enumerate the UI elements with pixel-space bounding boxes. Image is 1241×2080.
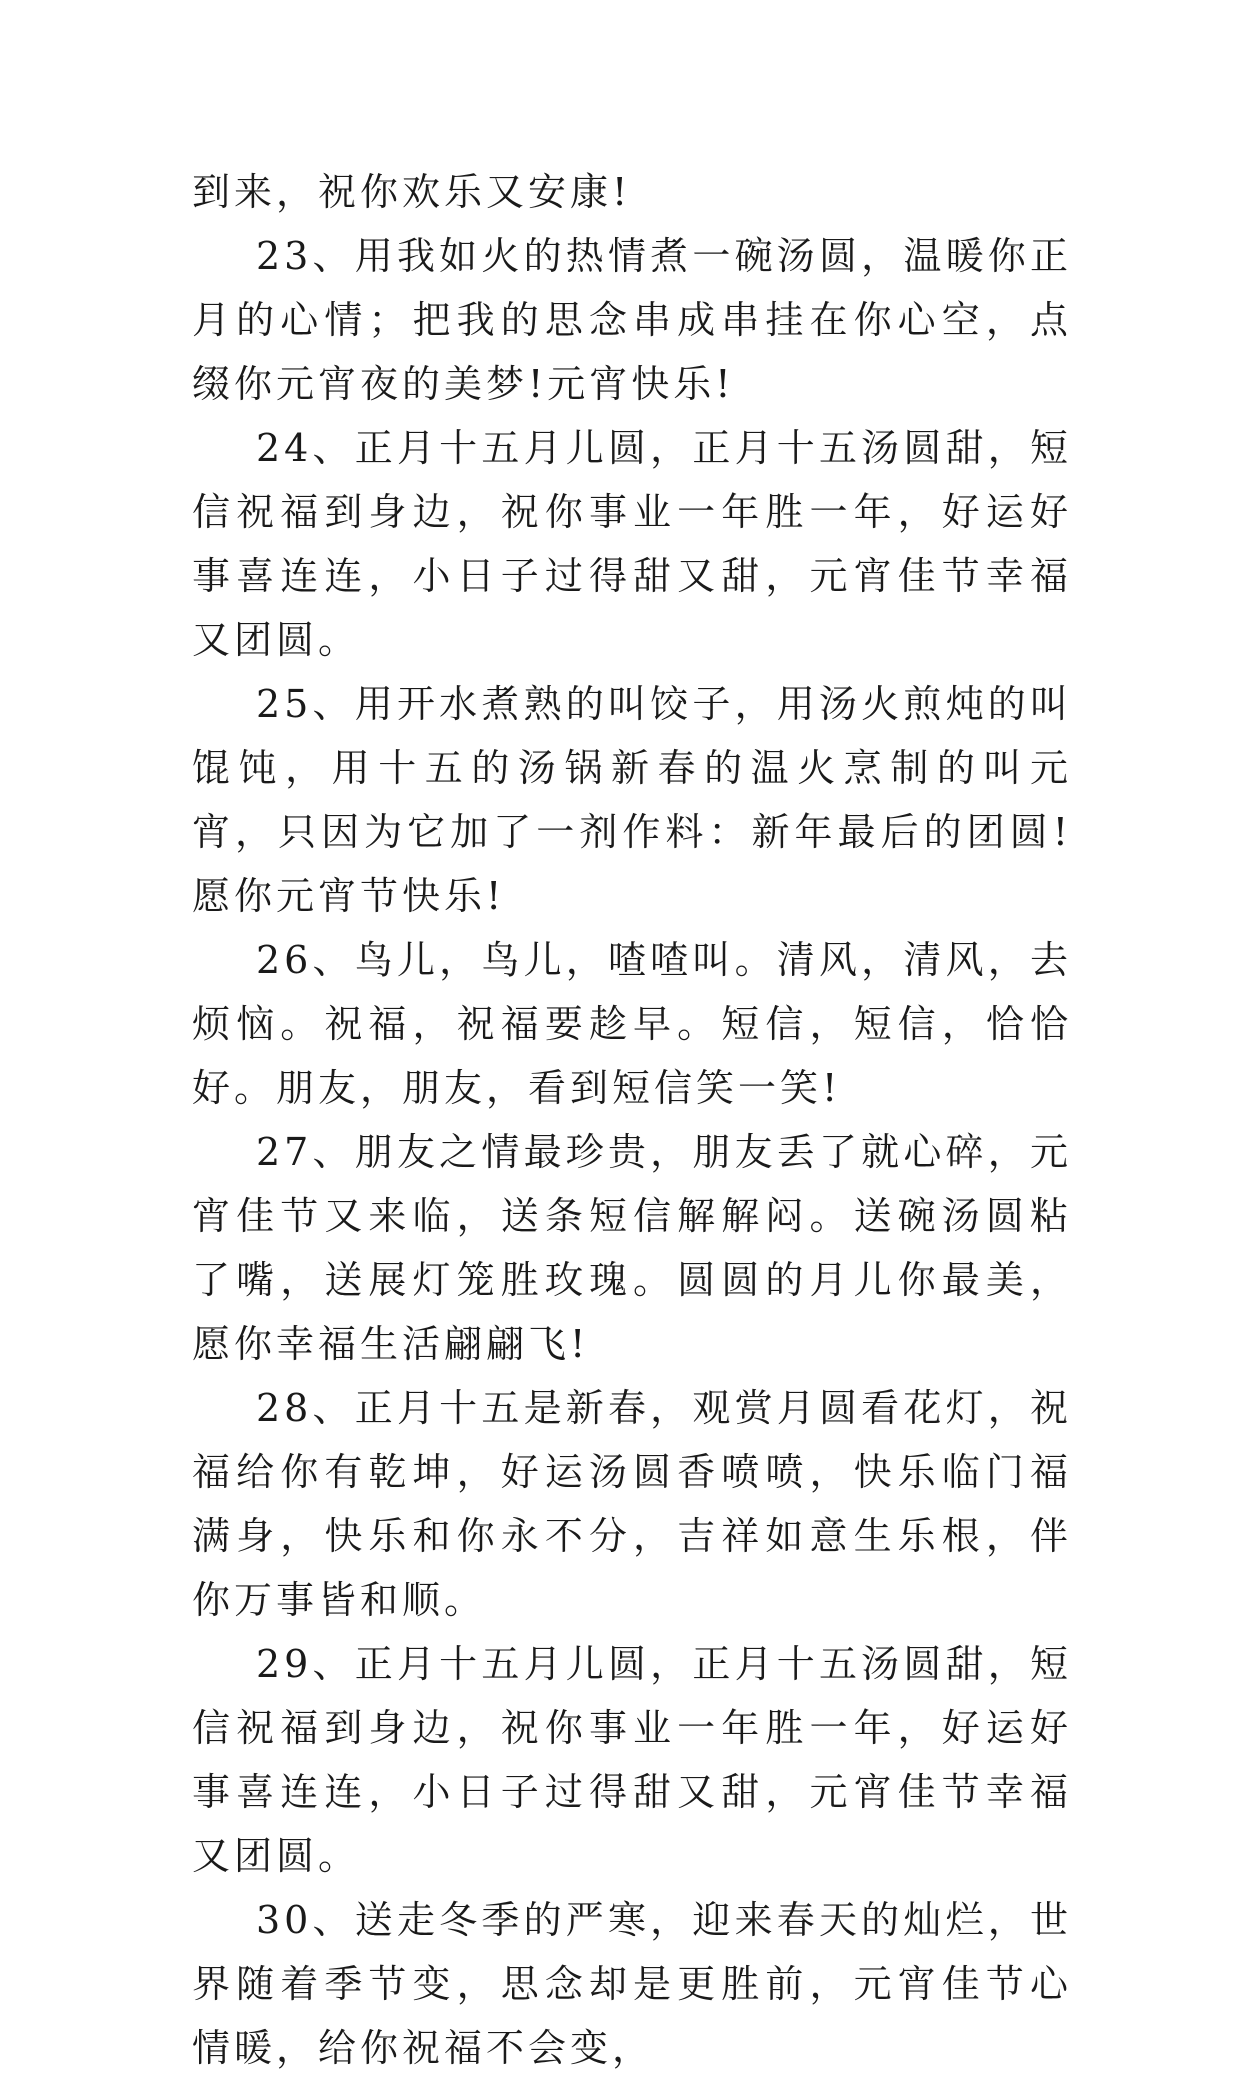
paragraph-24: 24、正月十五月儿圆，正月十五汤圆甜，短信祝福到身边，祝你事业一年胜一年，好运好事喜连连，小日子过得甜又甜，元宵佳节幸福又团圆。 <box>192 426 1072 662</box>
paragraph-28: 28、正月十五是新春，观赏月圆看花灯，祝福给你有乾坤，好运汤圆香喷喷，快乐临门福满身，快乐和你永不分，吉祥如意生乐根，伴你万事皆和顺。 <box>192 1386 1072 1622</box>
paragraph-30: 30、送走冬季的严寒，迎来春天的灿烂，世界随着季节变，思念却是更胜前，元宵佳节心情暖，给你祝福不会变， <box>192 1898 1072 2070</box>
paragraph-23: 23、用我如火的热情煮一碗汤圆，温暖你正月的心情；把我的思念串成串挂在你心空，点缀你元宵夜的美梦!元宵快乐! <box>192 234 1072 406</box>
paragraph-27: 27、朋友之情最珍贵，朋友丢了就心碎，元宵佳节又来临，送条短信解解闷。送碗汤圆粘了嘴，送展灯笼胜玫瑰。圆圆的月儿你最美，愿你幸福生活翩翩飞! <box>192 1130 1072 1366</box>
paragraph-25: 25、用开水煮熟的叫饺子，用汤火煎炖的叫馄饨，用十五的汤锅新春的温火烹制的叫元宵，只因为它加了一剂作料：新年最后的团圆!愿你元宵节快乐! <box>192 682 1072 918</box>
paragraph-22-continued: 到来，祝你欢乐又安康! <box>192 170 632 214</box>
paragraph-29: 29、正月十五月儿圆，正月十五汤圆甜，短信祝福到身边，祝你事业一年胜一年，好运好事喜连连，小日子过得甜又甜，元宵佳节幸福又团圆。 <box>192 1642 1072 1878</box>
paragraph-26: 26、鸟儿，鸟儿，喳喳叫。清风，清风，去烦恼。祝福，祝福要趁早。短信，短信，恰恰好。朋友，朋友，看到短信笑一笑! <box>192 938 1072 1110</box>
document-body <box>192 160 1072 2080</box>
